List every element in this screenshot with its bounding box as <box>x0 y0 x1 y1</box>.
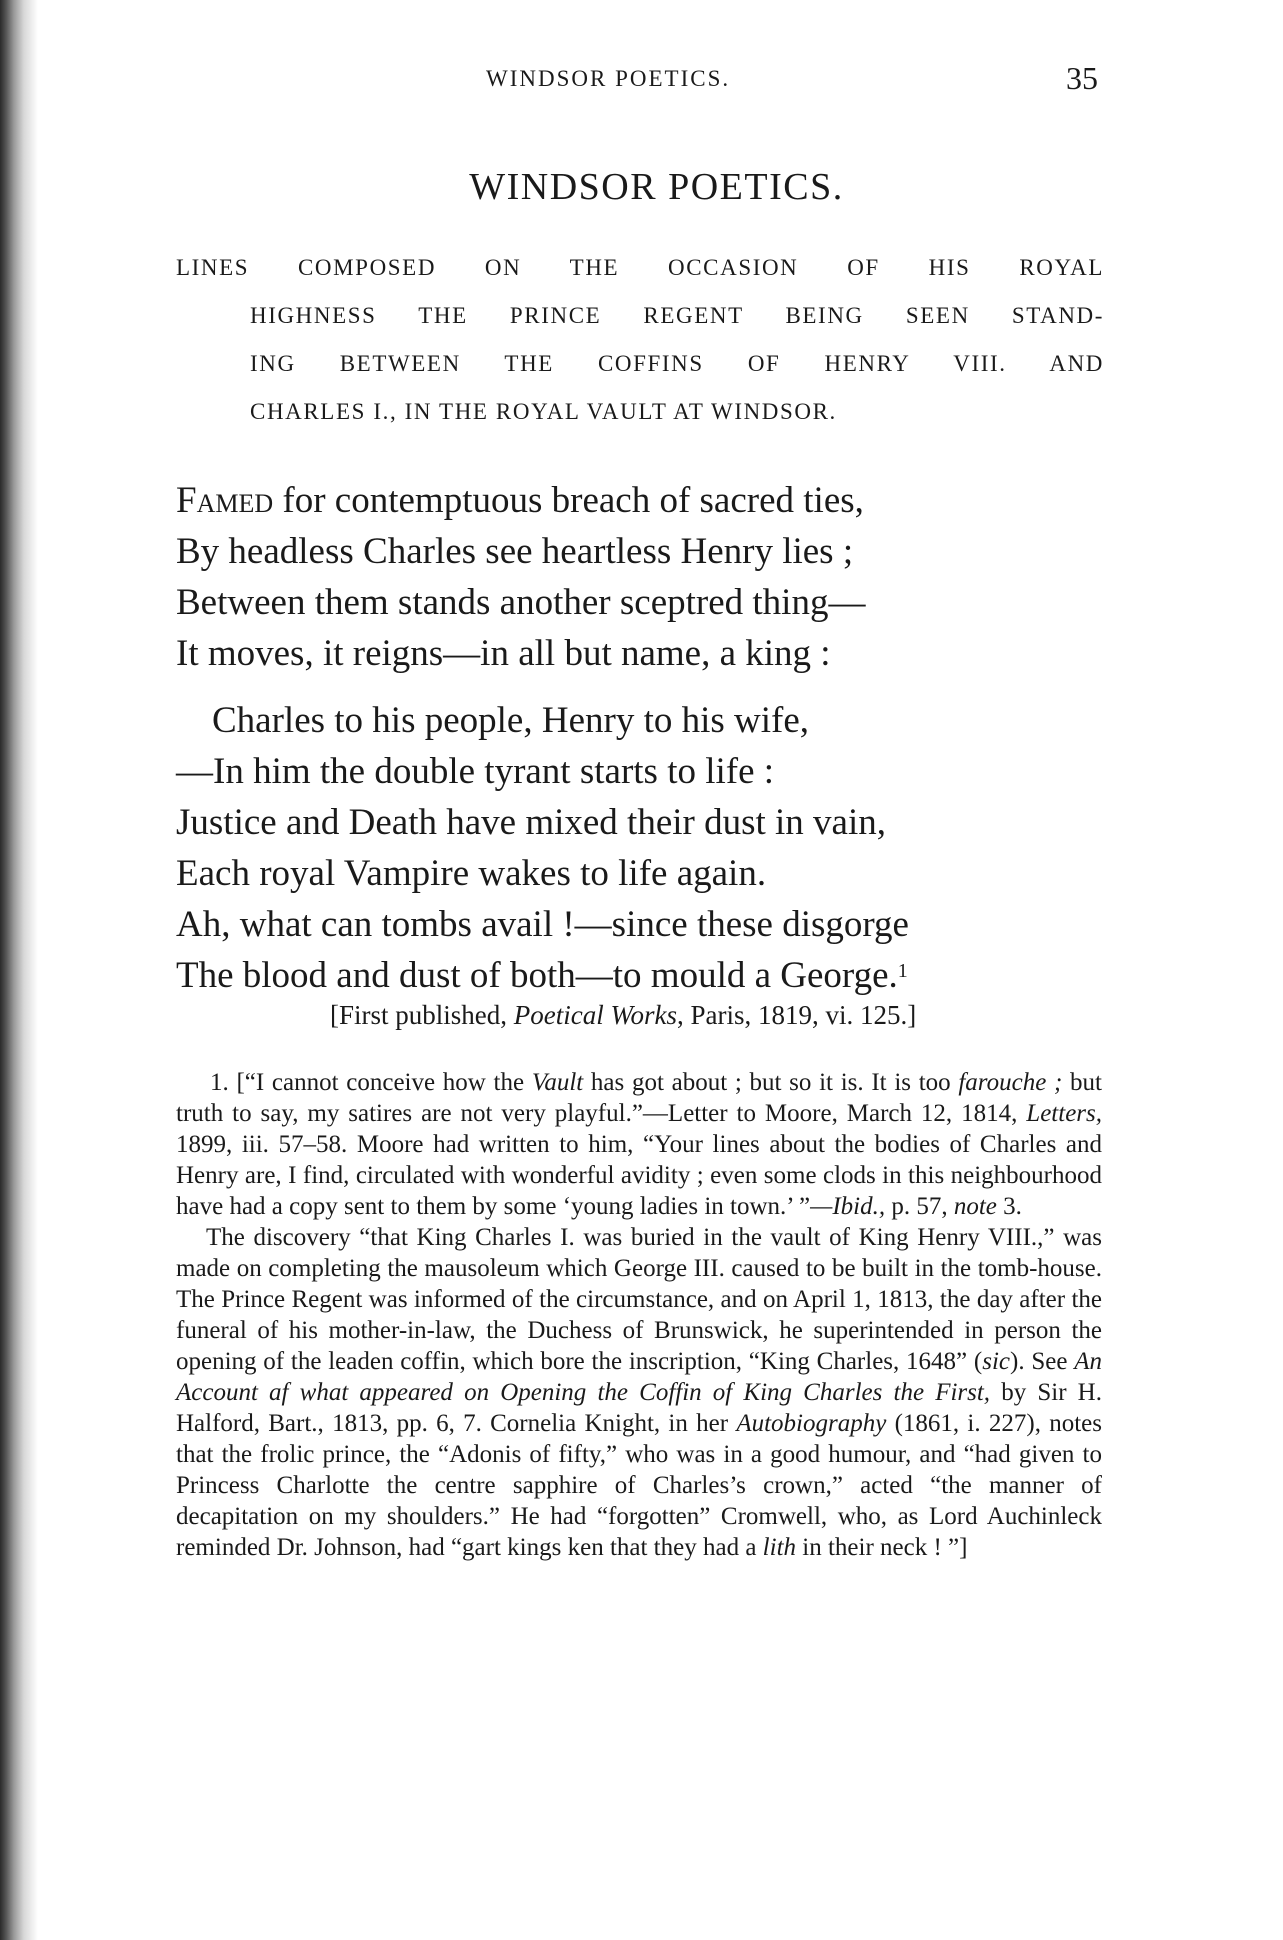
footnote-text: but truth to say, my satires are not very playful.”—Letter to Moore, March 12, 1814, <box>176 1069 1102 1127</box>
verse-line: —In him the double tyrant starts to life : <box>176 751 775 792</box>
footnote <box>176 1067 1102 1563</box>
verse-line: By headless Charles see heartless Henry lies ; <box>176 531 854 572</box>
footnote-text: (1861, i. 227), notes that the frolic prince, the “Adonis of fifty,” who was in a good humour, and “had given to Princess Charlotte the centre sapphire of Charles’s crown,” acted “the manner of decapitation on my shoulders.” He had “forgotten” Cromwell, who, as Lord Auchinleck reminded Dr. Johnson, had “gart kings ken that they had a <box>176 1410 1102 1561</box>
stanza-2 <box>176 695 909 1001</box>
footnote-text: by Sir H. Halford, Bart., 1813, pp. 6, 7. Cornelia Knight, in her <box>176 1379 1102 1437</box>
footnote-italic: —Ibid., <box>810 1193 886 1220</box>
footnote-paragraph <box>176 1222 1102 1563</box>
poem-subtitle <box>176 244 1104 436</box>
footnote-italic: Letters, <box>1026 1100 1102 1127</box>
verse-line: Charles to his people, Henry to his wife, <box>212 700 810 741</box>
footnote-text: has got about ; but so it is. It is too <box>583 1069 959 1096</box>
verse-line: It moves, it reigns—in all but name, a king : <box>176 633 831 674</box>
verse-line-text: The blood and dust of both—to mould a George. <box>176 955 898 996</box>
small-caps-word: Famed <box>176 480 274 521</box>
verse-line: Between them stands another sceptred thing— <box>176 582 866 623</box>
footnote-text: p. 57, <box>885 1193 954 1220</box>
publication-note-prefix: [First published, <box>330 1000 514 1030</box>
footnote-text: The discovery “that King Charles I. was buried in the vault of King Henry VIII.,” was made on completing the mausoleum which George III. caused to be built in the tomb-house. The Prince Regent was informed of the circumstance, and on April 1, 1813, the day after the funeral of his mother-in-law, the Duchess of Brunswick, he superintended in person the opening of the leaden coffin, which bore the inscription, “King Charles, 1648” ( <box>176 1224 1102 1375</box>
verse-line: Justice and Death have mixed their dust in vain, <box>176 802 887 843</box>
verse-line <box>176 475 865 526</box>
subtitle-line: ING BETWEEN THE COFFINS OF HENRY VIII. AND <box>250 351 1104 376</box>
footnote-italic: Vault <box>531 1069 584 1096</box>
verse-line <box>176 950 909 1001</box>
verse-line-rest: for contemptuous breach of sacred ties, <box>273 480 864 521</box>
publication-note-suffix: , Paris, 1819, vi. 125.] <box>677 1000 917 1030</box>
footnote-italic: An Account af what appeared on Opening the Coffin of King Charles the First, <box>176 1348 1103 1406</box>
footnote-italic: farouche ; <box>958 1069 1063 1096</box>
footnote-text: in their neck ! ”] <box>796 1534 968 1561</box>
stanza-1 <box>176 475 865 679</box>
footnote-italic: note <box>953 1193 997 1220</box>
footnote-text: 1. [“I cannot conceive how the <box>210 1069 532 1096</box>
footnote-italic: Autobiography <box>736 1410 887 1437</box>
page-number: 35 <box>1066 60 1098 96</box>
footnote-italic: lith <box>762 1534 797 1561</box>
verse-line: Each royal Vampire wakes to life again. <box>176 853 767 894</box>
footnote-text: ). See <box>1010 1348 1075 1375</box>
subtitle-line: HIGHNESS THE PRINCE REGENT BEING SEEN STAND- <box>250 303 1104 328</box>
subtitle-line: CHARLES I., IN THE ROYAL VAULT AT WINDSOR. <box>250 399 837 424</box>
poem-title: WINDSOR POETICS. <box>469 166 844 208</box>
publication-note-work: Poetical Works <box>513 1000 677 1030</box>
running-head <box>0 60 1283 100</box>
subtitle-line: LINES COMPOSED ON THE OCCASION OF HIS ROYAL <box>176 255 1104 280</box>
footnote-reference: 1 <box>897 960 908 982</box>
running-head-title: WINDSOR POETICS. <box>486 66 731 91</box>
footnote-italic: sic <box>982 1348 1011 1375</box>
verse-line: Ah, what can tombs avail !—since these disgorge <box>176 904 909 945</box>
footnote-paragraph <box>176 1067 1102 1222</box>
footnote-text: 1899, iii. 57–58. Moore had written to him, “Your lines about the bodies of Charles and Henry are, I find, circulated with wonderful avidity ; even some clods in this neighbourhood have had a copy sent to them by some ‘young ladies in town.’ ” <box>176 1131 1102 1220</box>
footnote-text: 3. <box>996 1193 1022 1220</box>
publication-note <box>330 1000 916 1031</box>
